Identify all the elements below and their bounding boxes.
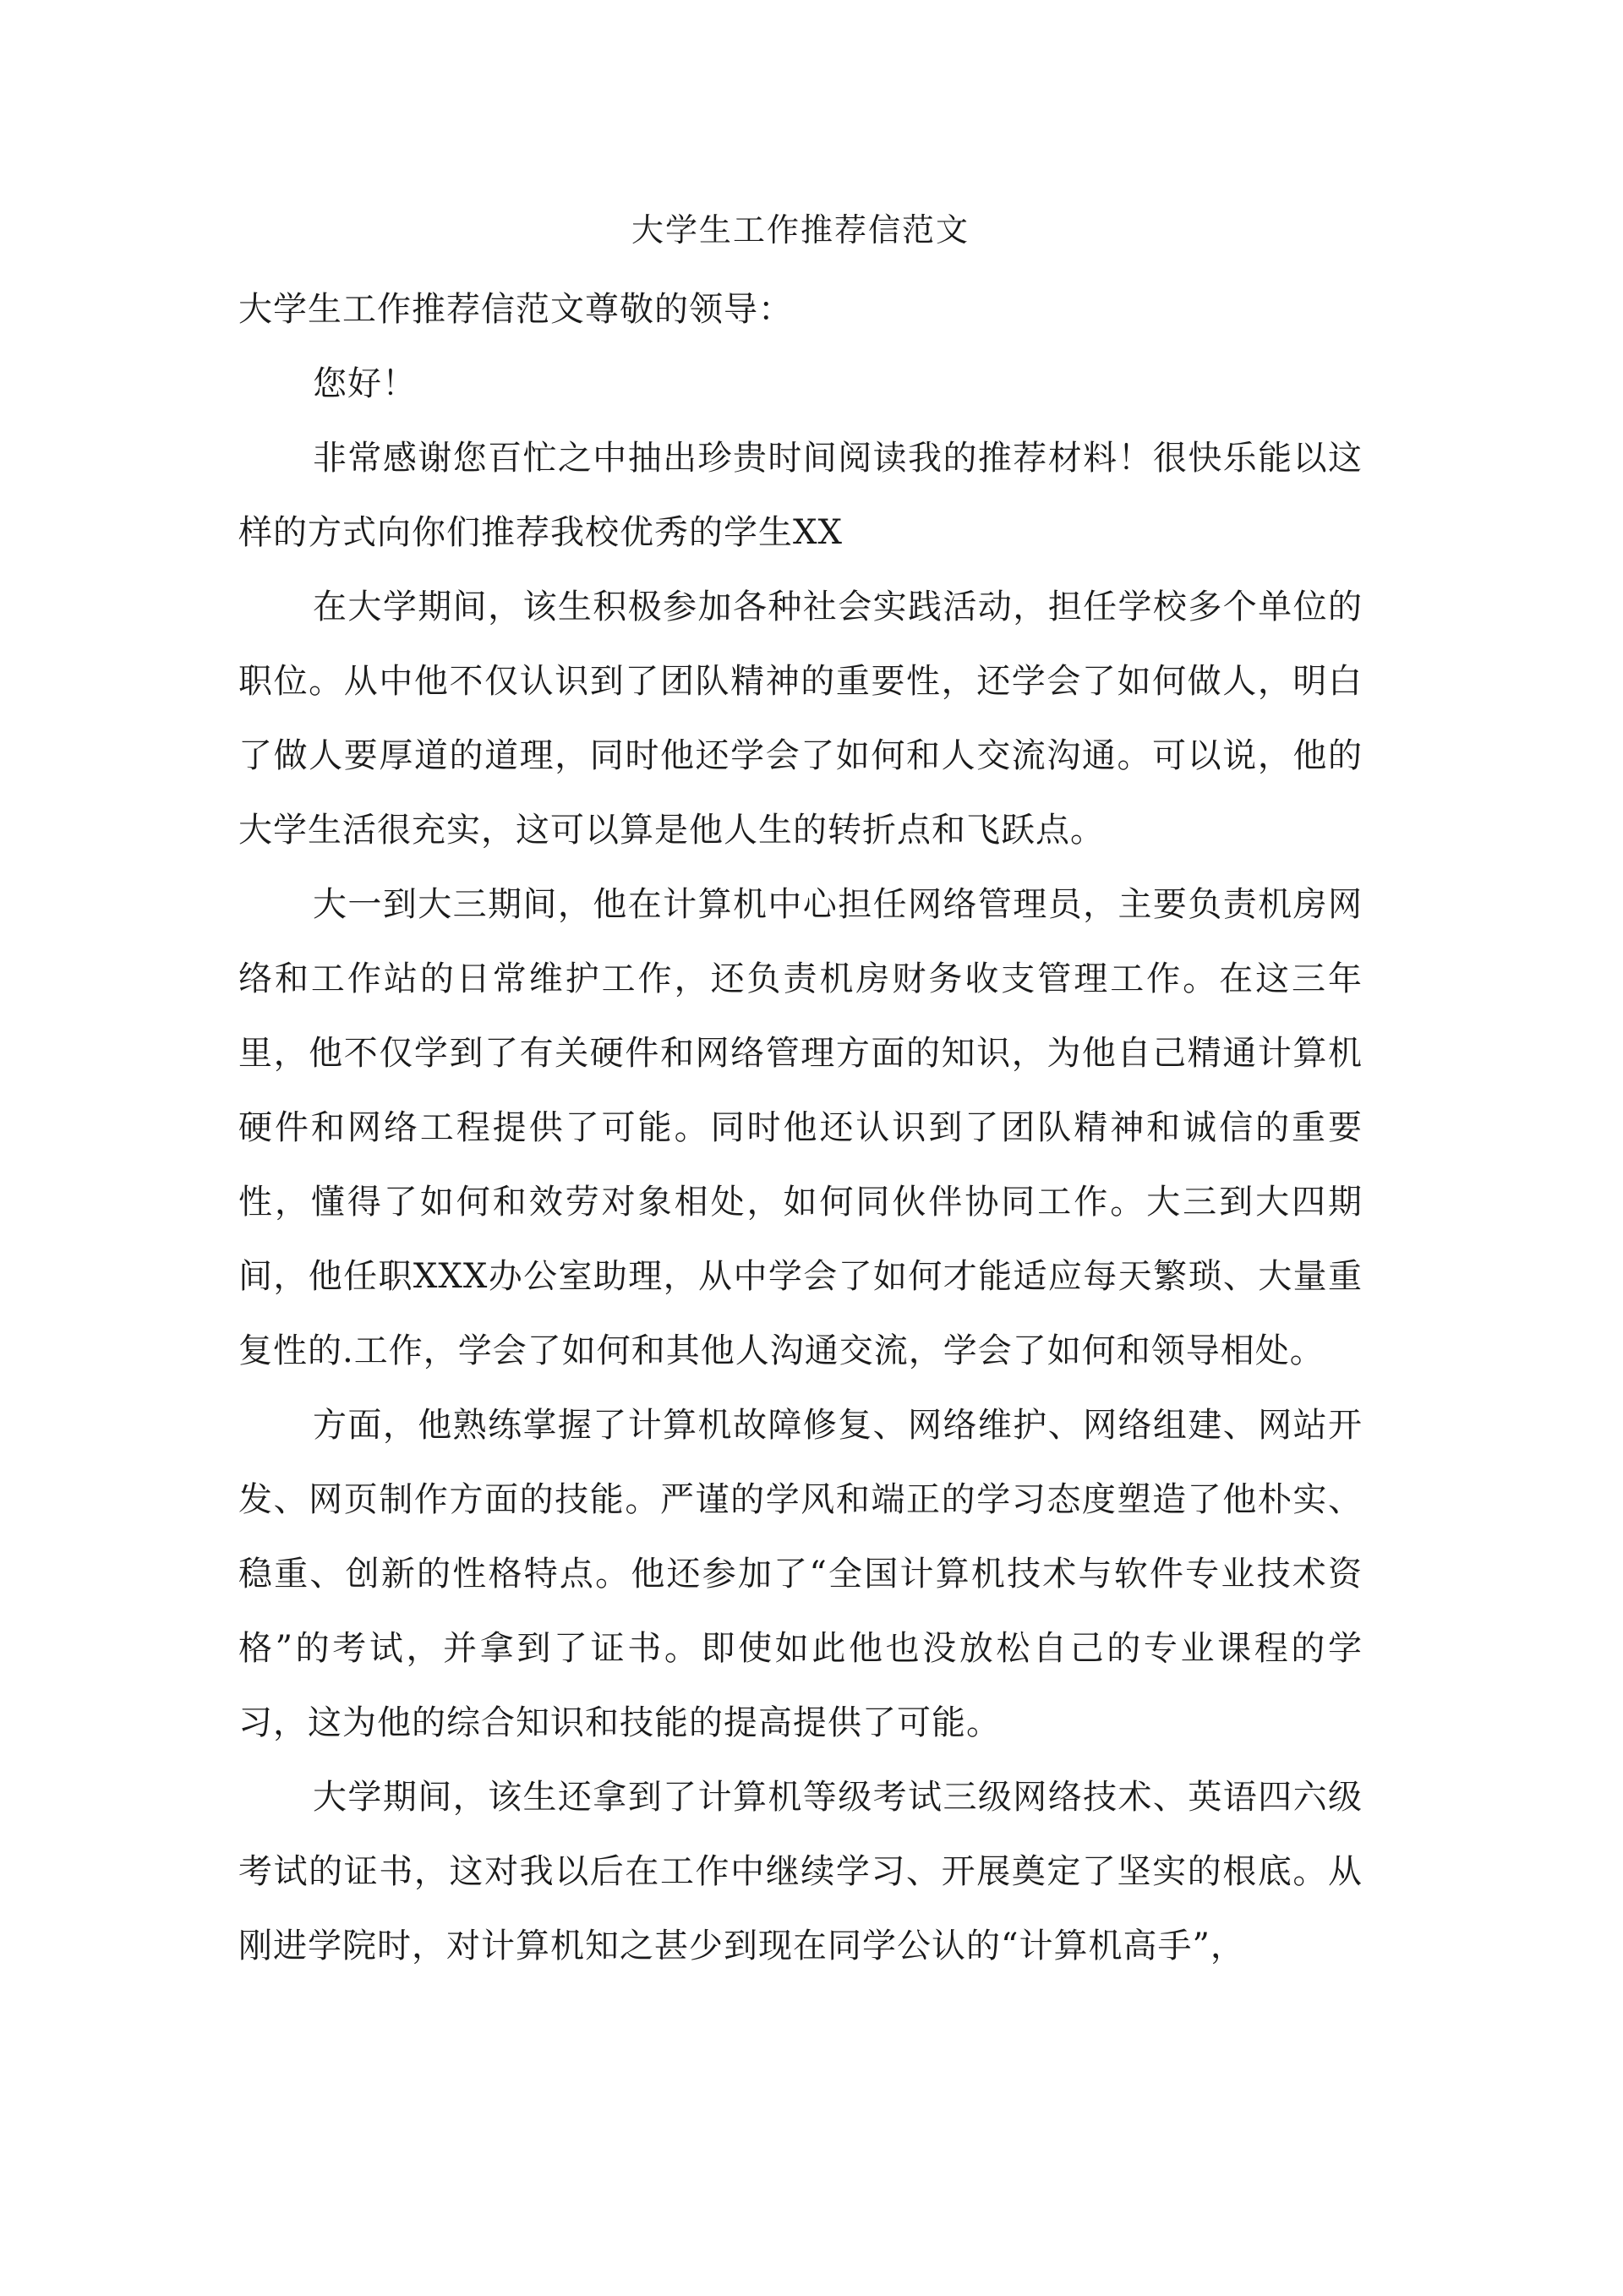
practice-paragraph: 在大学期间，该生积极参加各种社会实践活动，担任学校多个单位的职位。从中他不仅认识到了团队精神的重要性，还学会了如何做人，明白了做人要厚道的道理，同时他还学会了如何和人交流沟通。可以说，他的大学生活很充实，这可以算是他人生的转折点和飞跃点。 — [238, 588, 1363, 850]
salutation: 大学生工作推荐信范文尊敬的领导： — [238, 290, 793, 329]
document-page — [238, 200, 1363, 1983]
greeting-paragraph: 您好！ — [313, 364, 417, 403]
skills-paragraph: 方面，他熟练掌握了计算机故障修复、网络维护、网络组建、网站开发、网页制作方面的技能。严谨的学风和端正的学习态度塑造了他朴实、稳重、创新的性格特点。他还参加了“全国计算机技术与软件专业技术资格”的考试，并拿到了证书。即使如此他也没放松自己的专业课程的学习，这为他的综合知识和技能的提高提供了可能。 — [238, 1406, 1363, 1742]
work-paragraph: 大一到大三期间，他在计算机中心担任网络管理员，主要负责机房网络和工作站的日常维护工作，还负责机房财务收支管理工作。在这三年里，他不仅学到了有关硬件和网络管理方面的知识，为他自己精通计算机硬件和网络工程提供了可能。同时他还认识到了团队精神和诚信的重要性，懂得了如何和效劳对象相处，如何同伙伴协同工作。大三到大四期间，他任职XXX办公室助理，从中学会了如何才能适应每天繁琐、大量重复性的.工作，学会了如何和其他人沟通交流，学会了如何和领导相处。 — [238, 885, 1363, 1370]
document-title: 大学生工作推荐信范文 — [631, 211, 970, 249]
certificates-paragraph: 大学期间，该生还拿到了计算机等级考试三级网络技术、英语四六级考试的证书，这对我以后在工作中继续学习、开展奠定了坚实的根底。从刚进学院时，对计算机知之甚少到现在同学公认的“计算机高手”， — [238, 1778, 1363, 1965]
intro-paragraph: 非常感谢您百忙之中抽出珍贵时间阅读我的推荐材料！很快乐能以这样的方式向你们推荐我校优秀的学生XX — [238, 439, 1363, 552]
